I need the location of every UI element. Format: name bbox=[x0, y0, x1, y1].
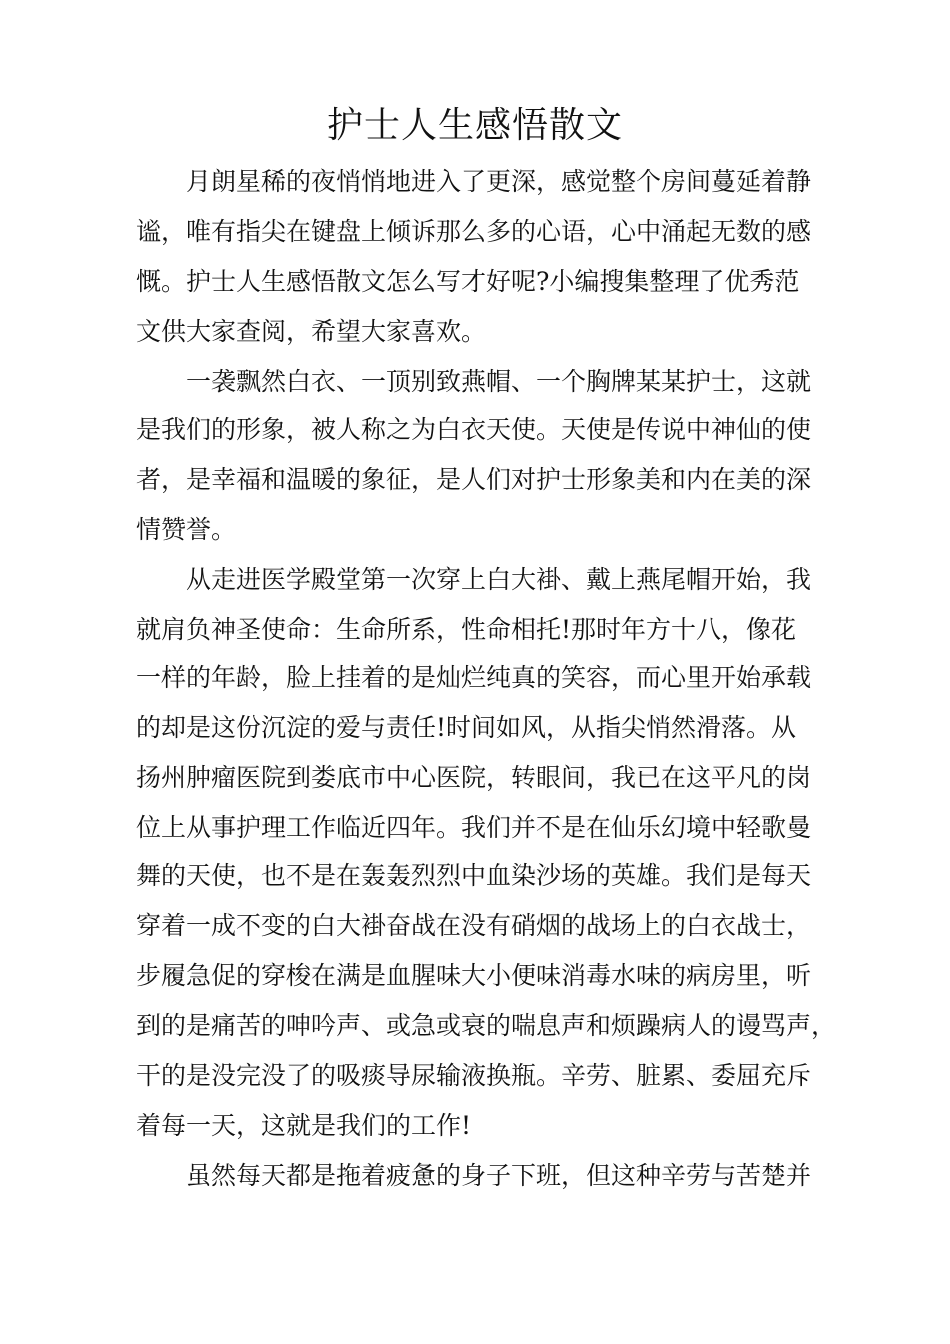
text-line: 月朗星稀的夜悄悄地进入了更深，感觉整个房间蔓延着静 bbox=[186, 167, 812, 196]
text-line: 位上从事护理工作临近四年。我们并不是在仙乐幻境中轻歌曼 bbox=[136, 813, 812, 842]
text-line: 就肩负神圣使命：生命所系，性命相托!那时年方十八，像花 bbox=[136, 615, 797, 644]
text-line: 从走进医学殿堂第一次穿上白大褂、戴上燕尾帽开始，我 bbox=[186, 565, 812, 594]
document-title: 护士人生感悟散文 bbox=[326, 105, 623, 146]
text-line: 穿着一成不变的白大褂奋战在没有硝烟的战场上的白衣战士， bbox=[136, 911, 812, 940]
text-line: 着每一天，这就是我们的工作! bbox=[136, 1111, 472, 1140]
text-line: 扬州肿瘤医院到娄底市中心医院，转眼间，我已在这平凡的岗 bbox=[136, 763, 812, 792]
text-line: 一样的年龄，脸上挂着的是灿烂纯真的笑容，而心里开始承载 bbox=[136, 663, 812, 692]
text-line: 是我们的形象，被人称之为白衣天使。天使是传说中神仙的使 bbox=[136, 415, 812, 444]
text-line: 者，是幸福和温暖的象征，是人们对护士形象美和内在美的深 bbox=[136, 465, 812, 494]
text-line: 慨。护士人生感悟散文怎么写才好呢?小编搜集整理了优秀范 bbox=[136, 267, 800, 296]
text-line: 情赞誉。 bbox=[136, 515, 237, 544]
text-line: 步履急促的穿梭在满是血腥味大小便味消毒水味的病房里，听 bbox=[136, 961, 812, 990]
text-line: 干的是没完没了的吸痰导尿输液换瓶。辛劳、脏累、委屈充斥 bbox=[136, 1061, 812, 1090]
text-line: 虽然每天都是拖着疲惫的身子下班，但这种辛劳与苦楚并 bbox=[186, 1161, 812, 1190]
text-line: 文供大家查阅，希望大家喜欢。 bbox=[136, 317, 487, 346]
text-line: 的却是这份沉淀的爱与责任!时间如风，从指尖悄然滑落。从 bbox=[136, 713, 797, 742]
text-line: 舞的天使，也不是在轰轰烈烈中血染沙场的英雄。我们是每天 bbox=[136, 861, 812, 890]
text-line: 到的是痛苦的呻吟声、或急或衰的喘息声和烦躁病人的谩骂声， bbox=[136, 1011, 837, 1040]
text-line: 谧，唯有指尖在键盘上倾诉那么多的心语，心中涌起无数的感 bbox=[136, 217, 812, 246]
text-line: 一袭飘然白衣、一顶别致燕帽、一个胸牌某某护士，这就 bbox=[186, 367, 812, 396]
